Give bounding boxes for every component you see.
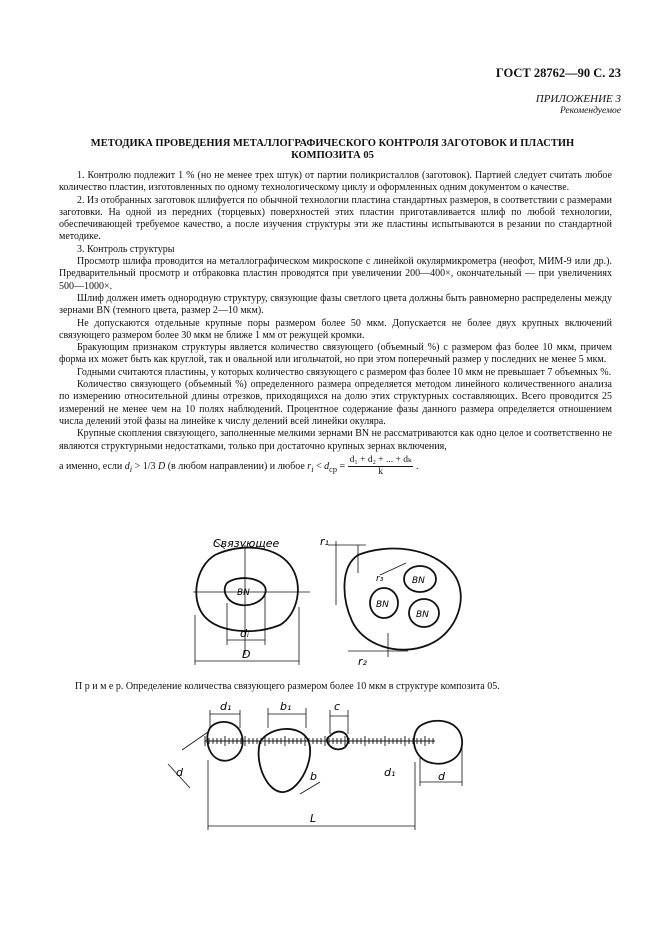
- figure-binder-with-grains: [318, 533, 488, 673]
- page-header: ГОСТ 28762—90 С. 23: [495, 66, 621, 80]
- d1-label: d₁: [384, 766, 396, 779]
- di-label: dᵢ: [240, 627, 249, 640]
- body-text: [59, 170, 612, 478]
- example-caption: П р и м е р. Определение количества связующего размером более 10 мкм в структуре композита 05.: [75, 681, 500, 692]
- bn-label: BN: [237, 588, 250, 598]
- document-title: МЕТОДИКА ПРОВЕДЕНИЯ МЕТАЛЛОГРАФИЧЕСКОГО КОНТРОЛЯ ЗАГОТОВОК И ПЛАСТИН КОМПОЗИТА 05: [90, 138, 575, 161]
- paragraph: Количество связующего (объемный %) определенного размера определяется методом линейного количественного анализа по измерению относительной длины отрезков, приходящихся на долю этих структурных составляющих. Всего проводится 25 измерений не менее чем на 10 полях наблюдений. Процентное содержание фазы данного размера определяется отношением числа делений этой фазы на линейке к числу делений всей линейки окуляра.: [59, 379, 612, 427]
- bn-label: BN: [416, 610, 429, 620]
- appendix-status: Рекомендуемое: [559, 106, 621, 116]
- figure-binder-inclusion: [185, 535, 315, 675]
- b-label: b: [310, 770, 317, 783]
- D-label: D: [242, 648, 251, 661]
- paragraph: 3. Контроль структуры: [77, 243, 175, 255]
- r1-label: r₁: [320, 535, 329, 548]
- b1-label: b₁: [280, 700, 292, 713]
- d1-label: d₁: [220, 700, 232, 713]
- L-label: L: [310, 812, 317, 825]
- binder-label: Связующее: [213, 537, 280, 550]
- paragraph: Годными считаются пластины, у которых количество связующего с размером фаз более 10 мкм не превышает 7 объемных %.: [77, 366, 612, 378]
- paragraph: 1. Контролю подлежит 1 % (но не менее трех штук) от партии поликристаллов (заготовок). Партией следует считать любое количество пластин, изготовленных по одному технологическому циклу и оформленных одним документом о качестве.: [59, 170, 612, 194]
- r3-label: r₃: [376, 574, 384, 584]
- binder-region: [259, 729, 311, 792]
- figure-linear-analysis: [160, 698, 480, 848]
- d-label: d: [176, 766, 183, 779]
- appendix-label: [536, 93, 621, 117]
- paragraph: Бракующим признаком структуры является количество связующего (объемный %) с размером фаз более 10 мкм, причем форма их может быть как круглой, так и овальной или игольчатой, но при этом поперечный размер у последних не менее 5 мкм.: [59, 342, 612, 366]
- paragraph: Крупные скопления связующего, заполненные мелкими зернами BN не рассматриваются как одно целое и соответственно не являются структурными недостатками, только при достаточно крупных зернах включения,: [59, 428, 612, 452]
- condition-line: а именно, если $d_i > 1/3$ D (в любом направлении) и любое $r_i < d_{ср}$ = $\frac{\text{d₁ + d₂ + ... + dₖ}}{k}$ .: [59, 454, 419, 477]
- bn-label: BN: [376, 600, 389, 610]
- c-label: c: [334, 700, 341, 713]
- binder-contour: [344, 549, 460, 650]
- bn-label: BN: [412, 576, 425, 586]
- paragraph: Шлиф должен иметь однородную структуру, связующие фазы светлого цвета должны быть равномерно распределены между зернами BN (темного цвета, размер 2—10 мкм).: [59, 292, 612, 317]
- paragraph: Не допускаются отдельные крупные поры размером более 50 мкм. Допускается не более двух крупных включений связующего размером более 30 мкм не ближе 1 мм от режущей кромки.: [59, 317, 612, 341]
- paragraph: Просмотр шлифа проводится на металлографическом микроскопе с линейкой окулярмикрометра (неофот, МИМ-9 или др.). Предварительный просмотр и отбраковка пластин проводятся при увеличении 200—400×, окончательный — при увеличениях 500—1000×.: [59, 256, 612, 292]
- average-formula: [348, 455, 414, 478]
- d-label: d: [438, 770, 445, 783]
- formula-denominator: k: [378, 466, 383, 477]
- paragraph: 2. Из отобранных заготовок шлифуется по обычной технологии пластина стандартных размеров, в соответствии с размерами заготовки. На одной из передних (торцевых) поверхностей этих пластин приготавливается шлиф по любой технологии, обеспечивающей требуемое качество, а после изучения структуры эти же пластины испытываются в резании по стандартной методике.: [59, 194, 612, 243]
- r2-label: r₂: [358, 655, 367, 668]
- appendix-title: ПРИЛОЖЕНИЕ 3: [535, 93, 621, 105]
- formula-numerator: d₁ + d₂ + ... + dₖ: [349, 454, 412, 465]
